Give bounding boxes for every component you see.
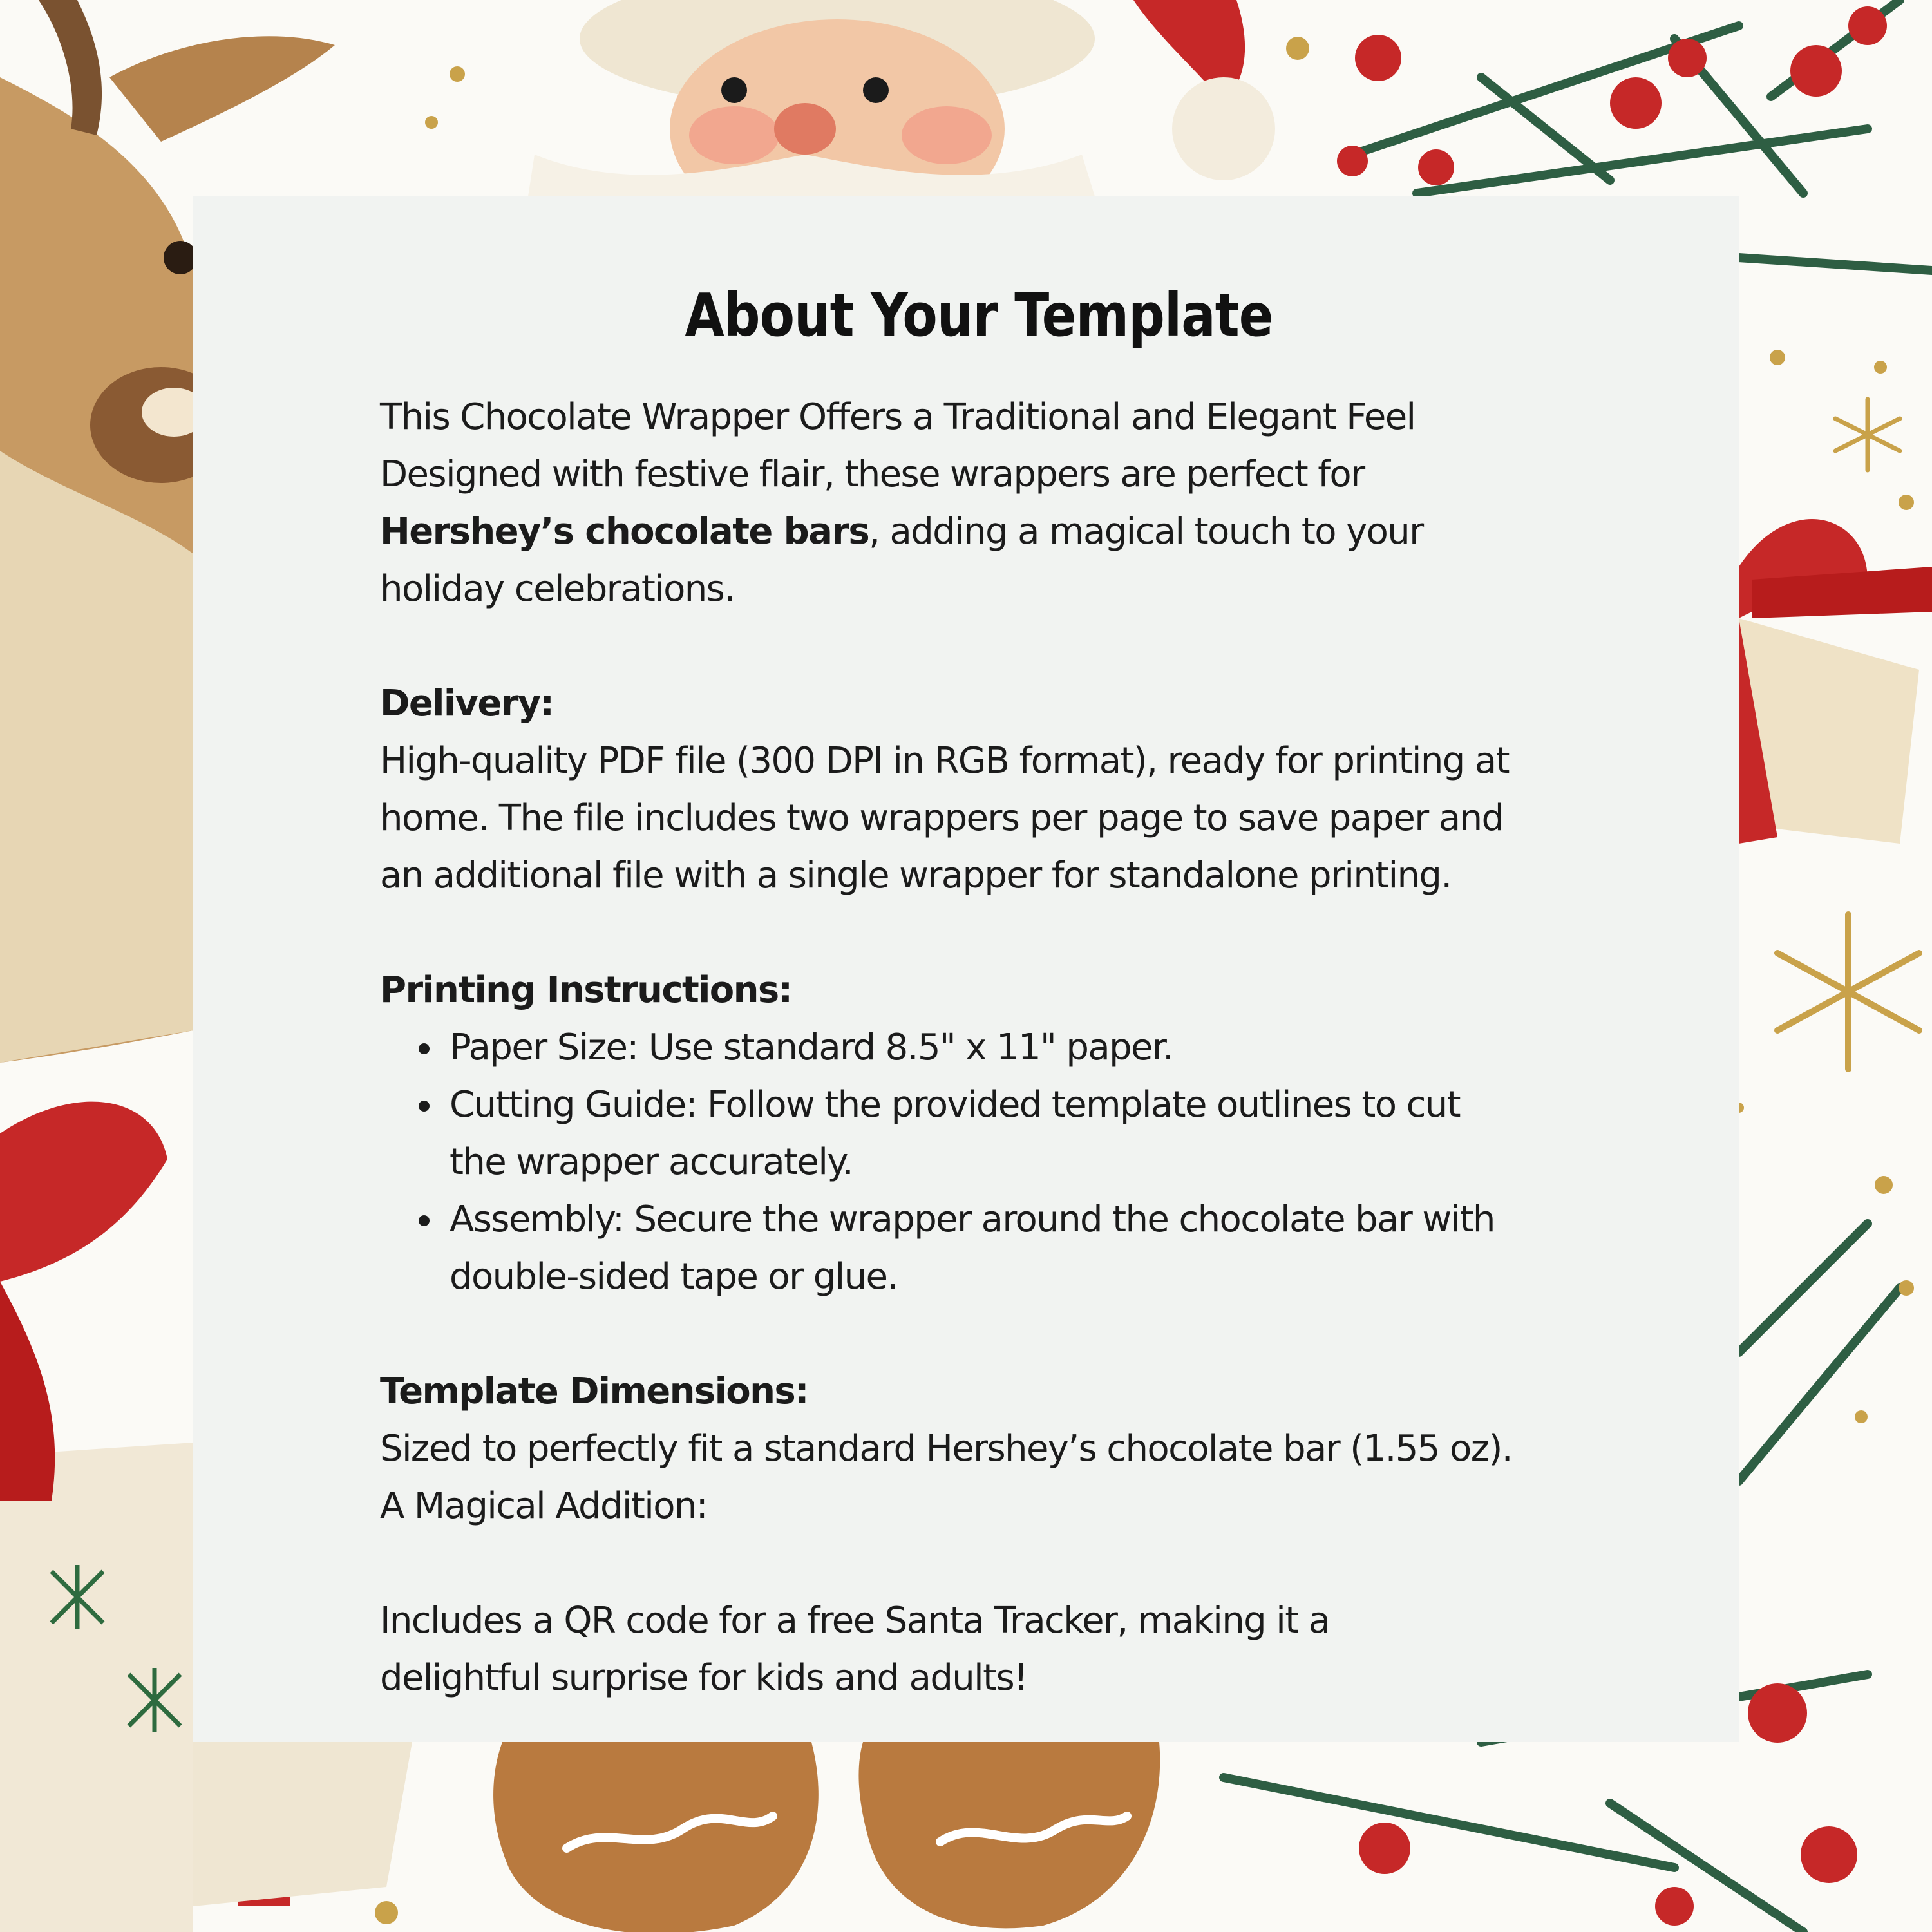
dimensions-heading: Template Dimensions: <box>380 1370 808 1413</box>
intro-line: Designed with festive flair, these wrappers are perfect for <box>380 453 1365 496</box>
delivery-section <box>380 675 1578 904</box>
gift-box-illustration <box>1739 519 1932 844</box>
intro-line <box>380 503 1578 560</box>
printing-heading: Printing Instructions: <box>380 969 792 1012</box>
delivery-line: home. The file includes two wrappers per page to save paper and <box>380 797 1504 840</box>
dimensions-section <box>380 1363 1578 1535</box>
intro-line: holiday celebrations. <box>380 568 735 611</box>
product-name: Hershey’s chocolate bars <box>380 511 869 553</box>
intro-paragraph <box>380 388 1578 618</box>
delivery-line: High-quality PDF file (300 DPI in RGB format), ready for printing at <box>380 740 1509 782</box>
dimensions-line: A Magical Addition: <box>380 1485 708 1528</box>
delivery-line: an additional file with a single wrapper for standalone printing. <box>380 855 1452 897</box>
bullet-icon <box>419 1043 430 1054</box>
qr-section <box>380 1592 1578 1707</box>
intro-line: This Chocolate Wrapper Offers a Traditional and Elegant Feel <box>380 396 1416 439</box>
printing-section <box>380 961 1578 1305</box>
intro-line-rest: , adding a magical touch to your <box>869 511 1423 553</box>
gingerbread-cookie-illustration <box>493 1742 1160 1932</box>
qr-line: delightful surprise for kids and adults! <box>380 1657 1027 1700</box>
info-panel <box>193 196 1739 1742</box>
dimensions-line: Sized to perfectly fit a standard Hershey’s chocolate bar (1.55 oz). <box>380 1428 1512 1470</box>
list-item: Assembly: Secure the wrapper around the chocolate bar with double-sided tape or glue. <box>380 1191 1578 1305</box>
bullet-icon <box>419 1101 430 1112</box>
small-snowflake-icon <box>1835 399 1900 470</box>
snowflake-icon <box>1777 914 1919 1069</box>
printing-list <box>380 1019 1578 1305</box>
list-item: Paper Size: Use standard 8.5" x 11" paper. <box>380 1019 1578 1076</box>
bullet-icon <box>419 1215 430 1226</box>
red-berries-illustration <box>1337 6 1887 185</box>
qr-line: Includes a QR code for a free Santa Tracker, making it a <box>380 1600 1330 1642</box>
delivery-heading: Delivery: <box>380 683 554 725</box>
page-title: About Your Template <box>685 281 1273 350</box>
panel-body <box>380 388 1578 1707</box>
list-item: Cutting Guide: Follow the provided template outlines to cut the wrapper accurately. <box>380 1076 1578 1191</box>
